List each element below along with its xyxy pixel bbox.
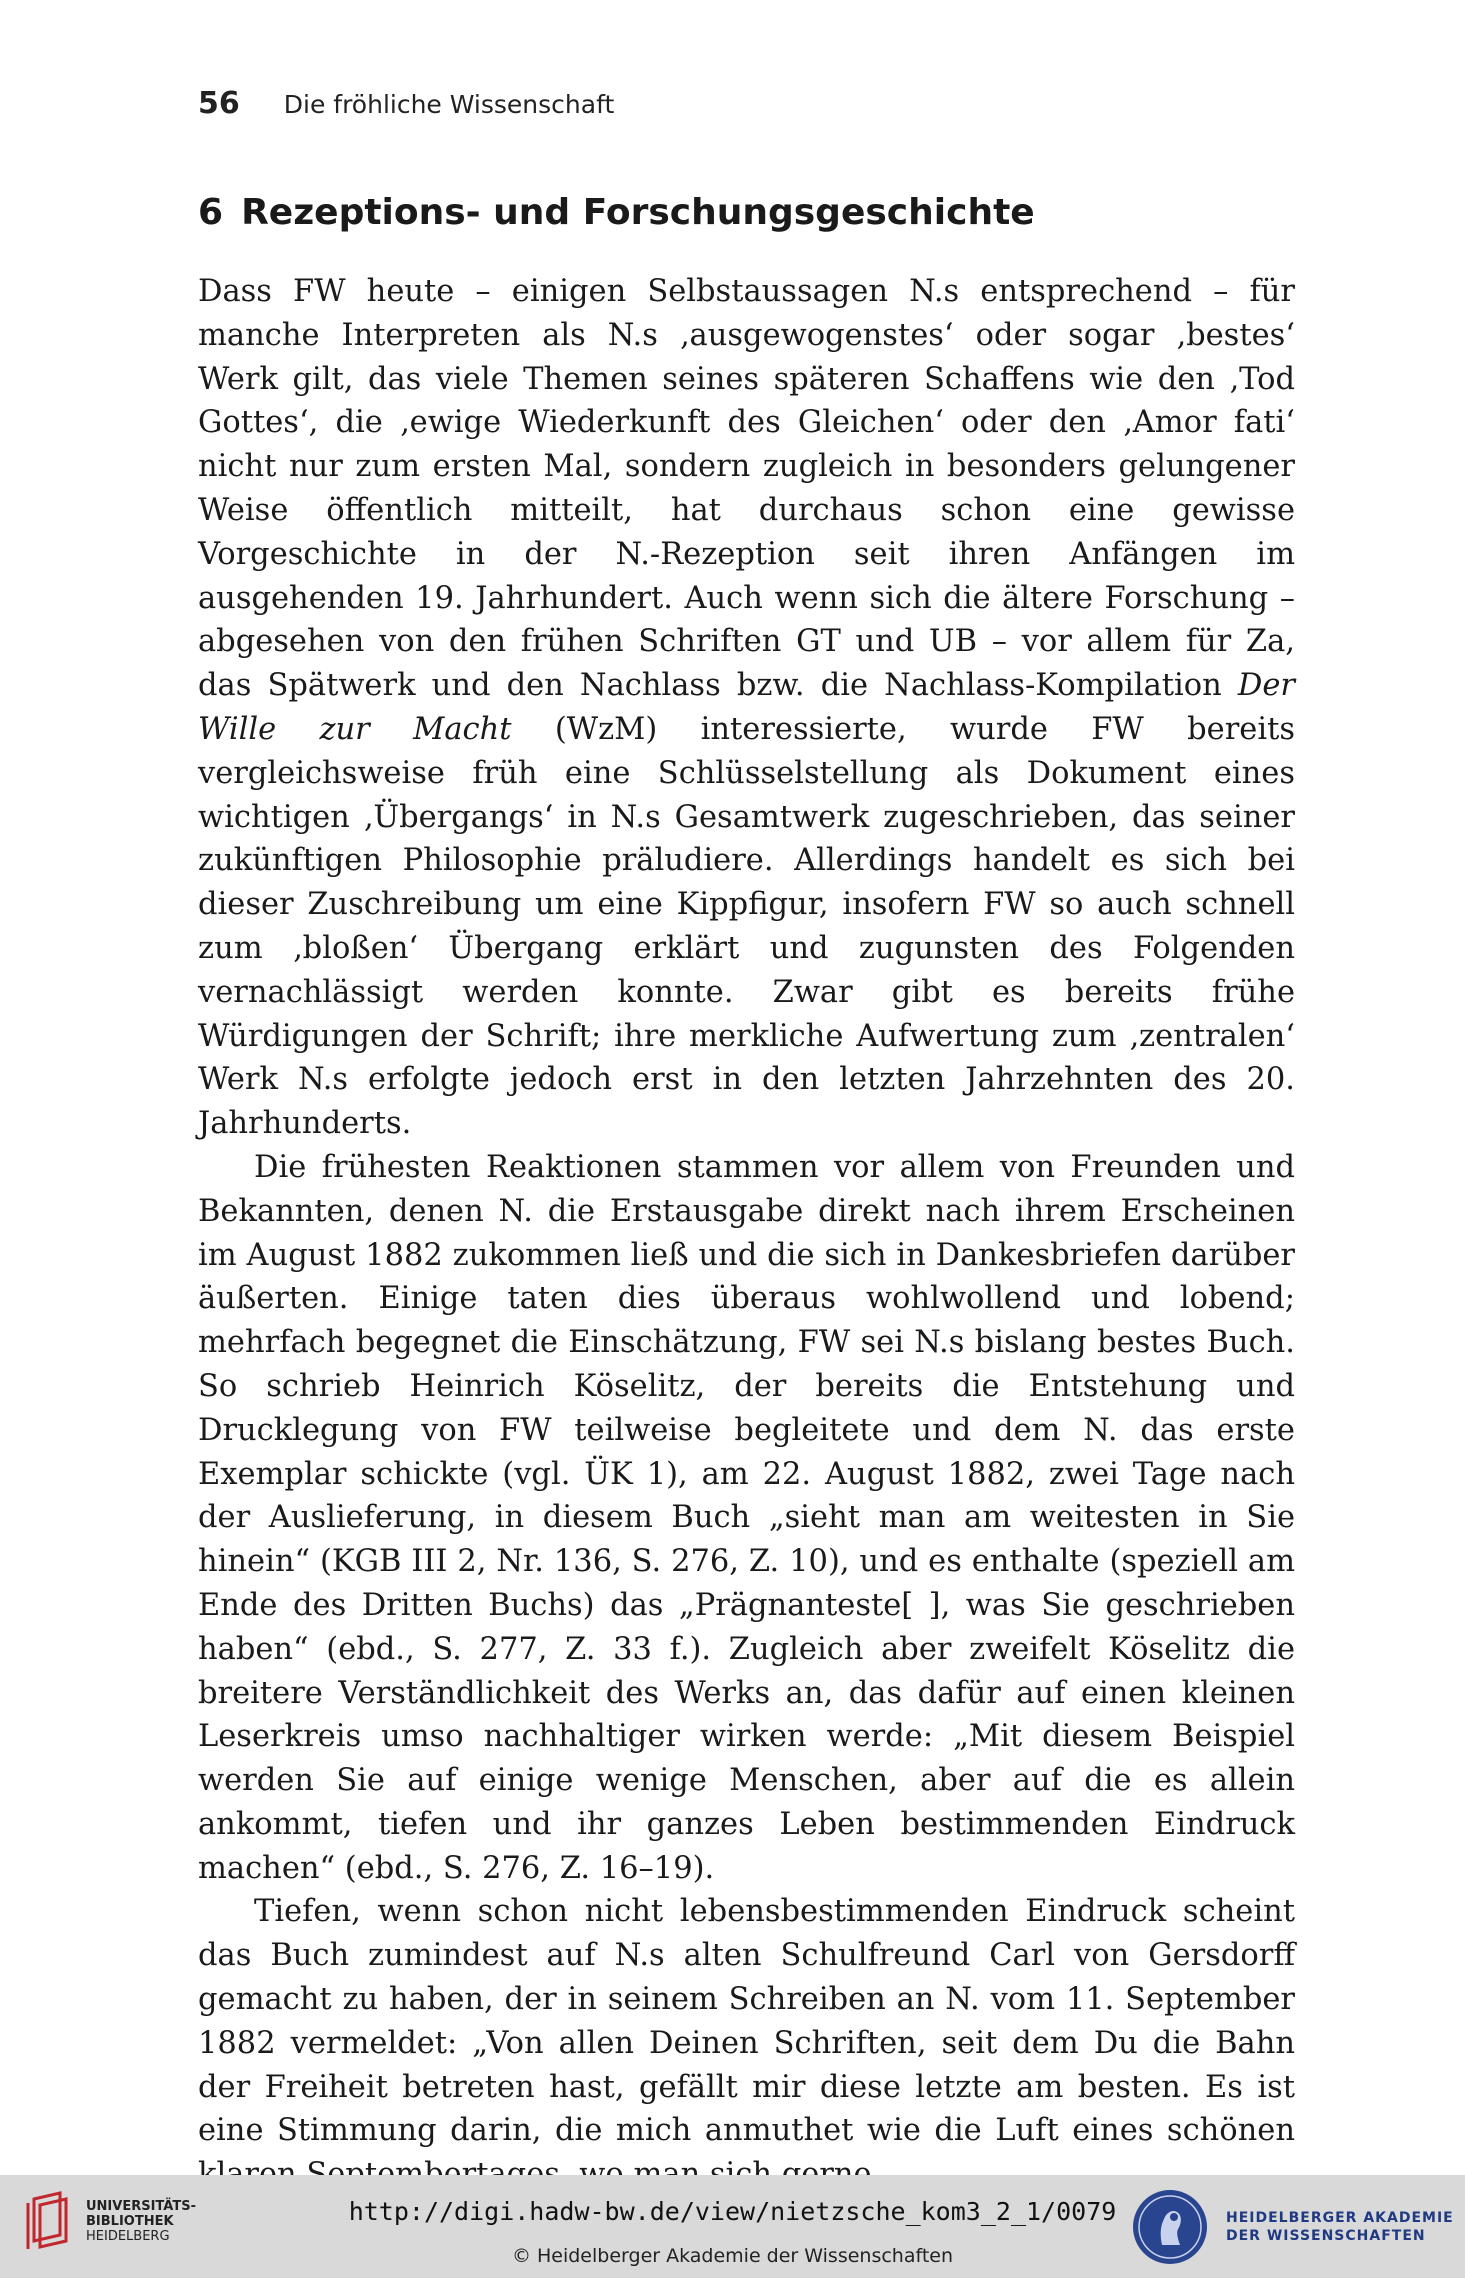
- body-text: [198, 270, 1295, 2197]
- hadw-logo-text: HEIDELBERGER AKADEMIE DER WISSENSCHAFTEN: [1226, 2210, 1454, 2244]
- paragraph-1-start: Dass FW heute – einigen Selbstaussagen N.s entsprechend – für manche Interpreten als N.s ‚ausgewogenstes‘ oder sogar ‚bestes‘ Werk gilt, das viele Themen seines späteren Schaffens wie den ‚Tod Gottes‘, die ‚ewige Wiederkunft des Gleichen‘ oder den ‚Amor fati‘ nicht nur zum ersten Mal, sondern zugleich in besonders gelungener Weise öffentlich mitteilt, hat durchaus schon eine gewisse Vorgeschichte in der N.-Rezeption seit ihren Anfängen im ausgehenden 19. Jahrhundert. Auch wenn sich die ältere Forschung – abgesehen von den frühen Schriften GT und UB – vor allem für Za, das Spätwerk und den Nachlass bzw. die Nachlass-Kompilation: [198, 274, 1295, 704]
- hadw-logo[interactable]: [1130, 2187, 1454, 2267]
- ub-logo-text: UNIVERSITÄTS- BIBLIOTHEK HEIDELBERG: [86, 2198, 196, 2244]
- running-head-title: Die fröhliche Wissenschaft: [283, 90, 615, 119]
- section-number: 6: [198, 192, 224, 233]
- paragraph-3: Tiefen, wenn schon nicht lebensbestimmenden Eindruck scheint das Buch zumindest auf N.s alten Schulfreund Carl von Gersdorff gemacht zu haben, der in seinem Schreiben an N. vom 11. September 1882 vermeldet: „Von allen Deinen Schriften, seit dem Du die Bahn der Freiheit betreten hast, gefällt mir diese letzte am besten. Es ist eine Stimmung darin, die mich anmuthet wie die Luft eines schönen: [198, 1894, 1295, 2149]
- section-heading: [198, 192, 1035, 233]
- running-head: [198, 86, 614, 121]
- paragraph-2: Die frühesten Reaktionen stammen vor allem von Freunden und Bekannten, denen N. die Erstausgabe direkt nach ihrem Erscheinen im August 1882 zukommen ließ und die sich in Dankesbriefen darüber äußerten. Einige taten dies überaus wohlwollend und lobend; mehrfach begegnet die Einschätzung, FW sei N.s bislang bestes Buch. So schrieb Heinrich Köselitz, der bereits die Entstehung und Drucklegung von FW teilweise begleitete und dem N. das erste Exemplar schickte (vgl. ÜK 1), am 22. August 1882, zwei Tage nach der Auslieferung, in diesem Buch „sieht man am weitesten in Sie hinein“ (KGB III 2, Nr. 136, S. 276, Z. 10), und es enthalte (speziell am Ende des Dritten Buchs) das „Prägnanteste[ ], was Sie geschrieben haben“ (ebd., S. 277, Z. 33 f.). Zugleich aber zweifelt Köselitz die breitere Verständlichkeit des Werks an, das dafür auf einen kleinen Leserkreis umso nachhaltiger wirken werde: „Mit diesem Beispiel werden Sie auf einige wenige Menschen, aber auf die es allein ankommt, tiefen und ihr ganzes Leben bestimmenden Eindruck machen“ (ebd., S. 276, Z. 16–19).: [198, 1149, 1295, 1886]
- copyright-notice: © Heidelberger Akademie der Wissenschaften: [511, 2245, 954, 2267]
- italic-work-title: Der Wille zur Macht: [198, 668, 1295, 747]
- section-title: Rezeptions- und Forschungsgeschichte: [241, 192, 1035, 233]
- paragraph-1-end: (WzM) interessierte, wurde FW bereits vergleichsweise früh eine Schlüsselstellung als Dokument eines wichtigen ‚Übergangs‘ in N.s Gesamtwerk zugeschrieben, das seiner zukünftigen Philosophie präludiere. Allerdings handelt es sich bei dieser Zuschreibung um eine Kippfigur, insofern FW so auch schnell zum ‚bloßen‘ Übergang erklärt und zugunsten des Folgenden vernachlässigt werden konnte. Zwar gibt es bereits frühe Würdigungen der Schrift; ihre merkliche Aufwertung zum ‚zentralen‘ Werk N.s erfolgte jedoch erst in den letzten Jahrzehnten des 20. Jahrhunderts.: [198, 711, 1295, 1142]
- permalink-url[interactable]: http://digi.hadw-bw.de/view/nietzsche_kom3_2_1/0079: [348, 2197, 1117, 2226]
- page-number: 56: [198, 86, 240, 121]
- digitization-footer: [0, 2175, 1465, 2278]
- hadw-seal-icon: [1130, 2187, 1210, 2267]
- paragraph-1: [198, 270, 1295, 1146]
